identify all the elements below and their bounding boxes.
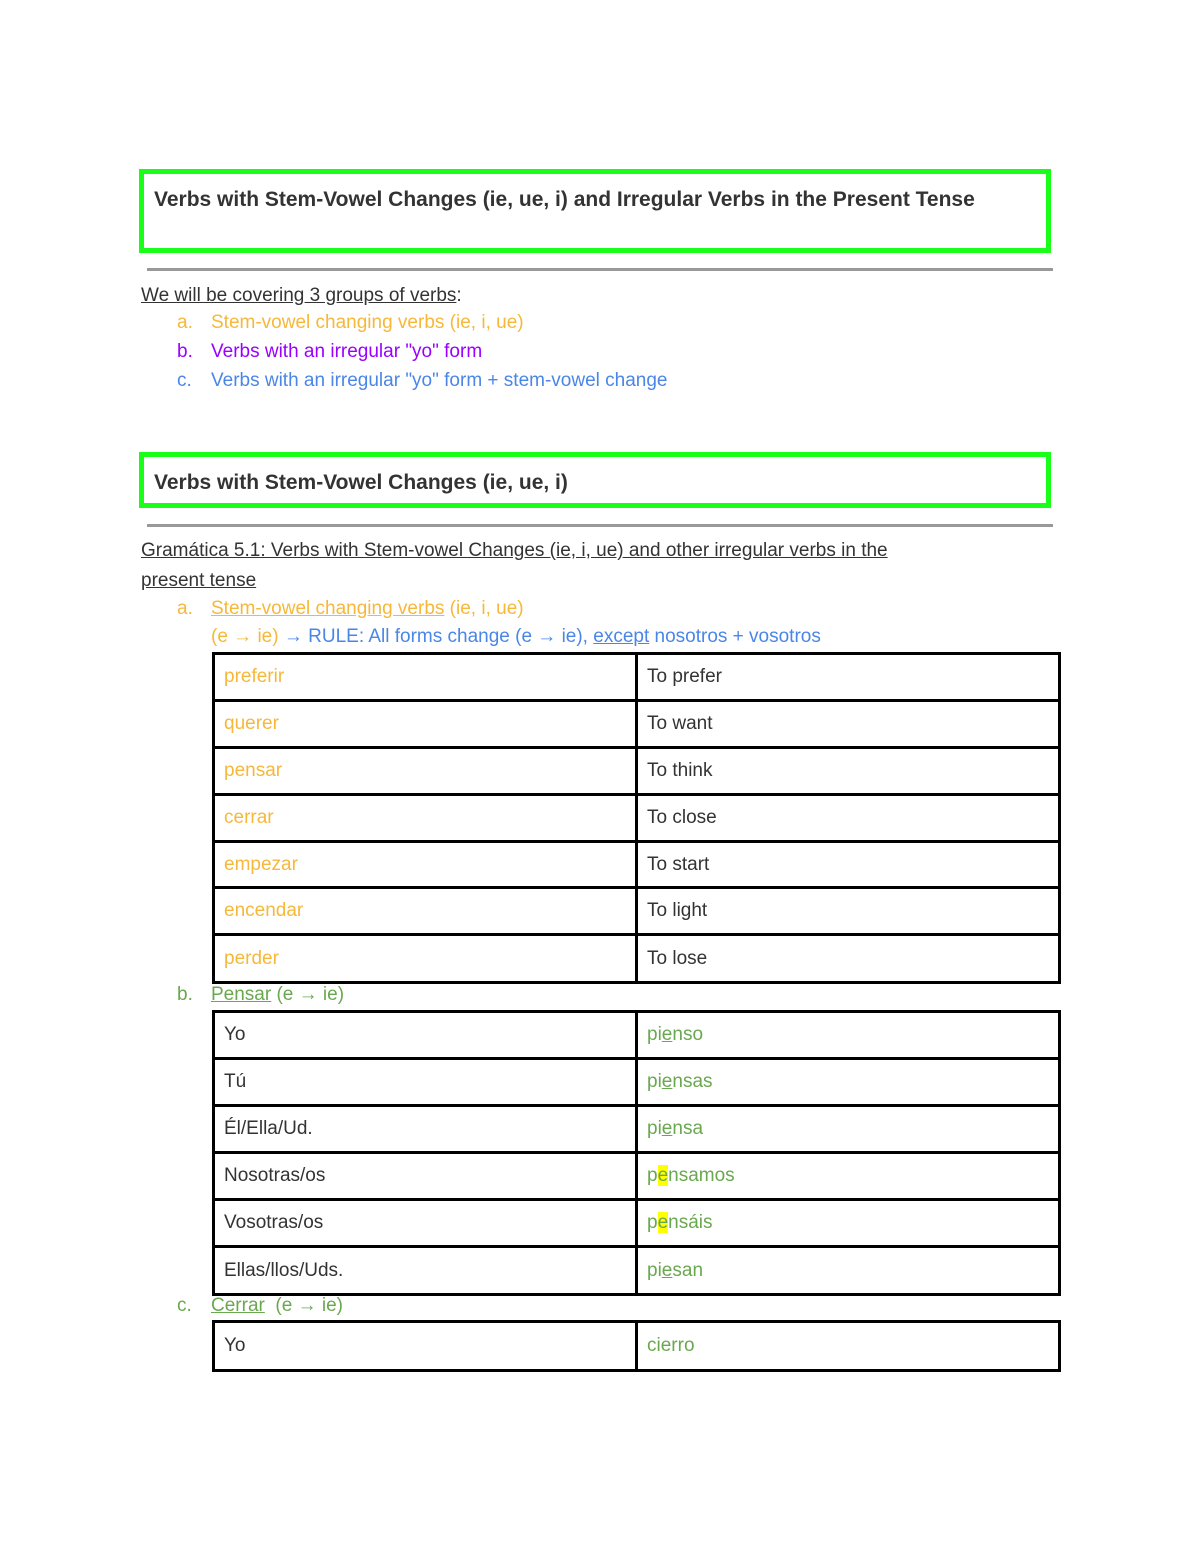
table-row xyxy=(214,1200,1060,1247)
list-marker: a. xyxy=(177,598,193,619)
table-row xyxy=(214,1322,1060,1371)
stem-change-part: e xyxy=(661,1259,673,1281)
form-part: nso xyxy=(672,1024,704,1045)
verb-cell: empezar xyxy=(214,842,637,888)
translation-cell: To close xyxy=(637,795,1060,842)
form-part: pi xyxy=(647,1071,662,1092)
pronoun-cell: Vosotras/os xyxy=(214,1200,637,1247)
list-item xyxy=(177,595,524,623)
stem-change-part: e xyxy=(661,1118,673,1139)
form-part: p xyxy=(647,1165,658,1186)
translation-cell: To want xyxy=(637,701,1060,748)
table-row xyxy=(214,1153,1060,1200)
form-part: nsamos xyxy=(668,1165,735,1186)
rule-line xyxy=(211,623,821,651)
form-part: nsáis xyxy=(668,1212,713,1233)
form-part: pi xyxy=(647,1024,662,1045)
list-item xyxy=(177,981,344,1009)
pensar-conjugation-table xyxy=(212,1010,1061,1296)
cerrar-link[interactable]: Cerrar xyxy=(211,1295,265,1316)
change-label: (e → ie) xyxy=(271,984,345,1005)
verb-cell: preferir xyxy=(214,654,637,701)
intro-colon: : xyxy=(456,285,462,306)
list-item xyxy=(177,1292,343,1320)
intro-text-label: We will be covering 3 groups of verbs xyxy=(141,285,457,306)
verb-cell: encendar xyxy=(214,888,637,935)
list-item-text: Stem-vowel changing verbs (ie, i, ue) xyxy=(211,312,524,333)
change-label: (e → ie) xyxy=(264,1295,343,1316)
list-item xyxy=(177,367,668,395)
verb-cell: querer xyxy=(214,701,637,748)
conjugation-cell xyxy=(637,1059,1060,1106)
table-row xyxy=(214,1106,1060,1153)
grammar-reference[interactable] xyxy=(141,536,888,596)
table-row xyxy=(214,1012,1060,1059)
translation-cell: To think xyxy=(637,748,1060,795)
intro-text xyxy=(141,281,462,311)
translation-cell: To start xyxy=(637,842,1060,888)
verb-cell: pensar xyxy=(214,748,637,795)
table-row xyxy=(214,748,1060,795)
vocab-table xyxy=(212,652,1061,984)
conjugation-cell xyxy=(637,1200,1060,1247)
rule-text: → RULE: All forms change (e → ie), xyxy=(278,626,594,647)
form-part: p xyxy=(647,1212,658,1233)
list-marker: c. xyxy=(177,370,192,391)
divider xyxy=(147,524,1053,527)
highlighted-vowel: e xyxy=(657,1165,669,1186)
list-marker: b. xyxy=(177,341,193,362)
pronoun-cell: Yo xyxy=(214,1322,637,1371)
stem-change-part: e xyxy=(661,1071,673,1092)
conjugation-cell xyxy=(637,1153,1060,1200)
table-row xyxy=(214,795,1060,842)
stem-vowel-link[interactable]: Stem-vowel changing verbs xyxy=(211,598,445,619)
stem-change-part: e xyxy=(661,1024,673,1045)
list-marker: a. xyxy=(177,312,193,333)
cerrar-conjugation-table xyxy=(212,1320,1061,1372)
list-item-text: Verbs with an irregular "yo" form + stem-vowel change xyxy=(211,370,668,391)
form-part: san xyxy=(672,1259,704,1281)
conjugation-cell: cierro xyxy=(637,1322,1060,1371)
table-row xyxy=(214,842,1060,888)
list-item-text: (ie, i, ue) xyxy=(444,598,524,619)
translation-cell: To lose xyxy=(637,935,1060,983)
list-marker: b. xyxy=(177,984,193,1005)
section-title-stem-vowel: Verbs with Stem-Vowel Changes (ie, ue, i) xyxy=(139,452,1051,508)
verb-cell: perder xyxy=(214,935,637,983)
pronoun-cell: Ellas/llos/Uds. xyxy=(214,1247,637,1295)
form-part: pi xyxy=(647,1118,662,1139)
pronoun-cell: Él/Ella/Ud. xyxy=(214,1106,637,1153)
form-part: nsas xyxy=(672,1071,713,1092)
highlighted-vowel: e xyxy=(657,1212,669,1233)
grammar-link-line2[interactable]: present tense xyxy=(141,570,257,591)
conjugation-cell xyxy=(637,1106,1060,1153)
list-item-text: Verbs with an irregular "yo" form xyxy=(211,341,483,362)
table-row xyxy=(214,935,1060,983)
table-row xyxy=(214,888,1060,935)
list-item xyxy=(177,338,482,366)
form-part: nsa xyxy=(672,1118,704,1139)
list-item xyxy=(177,309,524,337)
conjugation-cell xyxy=(637,1247,1060,1295)
conjugation-cell xyxy=(637,1012,1060,1059)
form-part: pi xyxy=(647,1259,662,1281)
translation-cell: To prefer xyxy=(637,654,1060,701)
except-link[interactable]: except xyxy=(593,626,650,647)
verb-cell: cerrar xyxy=(214,795,637,842)
pronoun-cell: Tú xyxy=(214,1059,637,1106)
rule-prefix: (e → ie) xyxy=(211,626,279,647)
pronoun-cell: Nosotras/os xyxy=(214,1153,637,1200)
grammar-link-line1[interactable]: Gramática 5.1: Verbs with Stem-vowel Changes (ie, i, ue) and other irregular verbs in the xyxy=(141,540,888,561)
list-marker: c. xyxy=(177,1295,192,1316)
section-title-main: Verbs with Stem-Vowel Changes (ie, ue, i) and Irregular Verbs in the Present Tense xyxy=(139,169,1051,253)
rule-end: nosotros + vosotros xyxy=(649,626,821,647)
table-row xyxy=(214,1059,1060,1106)
pensar-link[interactable]: Pensar xyxy=(211,984,272,1005)
pronoun-cell: Yo xyxy=(214,1012,637,1059)
table-row xyxy=(214,654,1060,701)
translation-cell: To light xyxy=(637,888,1060,935)
table-row xyxy=(214,1247,1060,1295)
table-row xyxy=(214,701,1060,748)
divider xyxy=(147,268,1053,271)
